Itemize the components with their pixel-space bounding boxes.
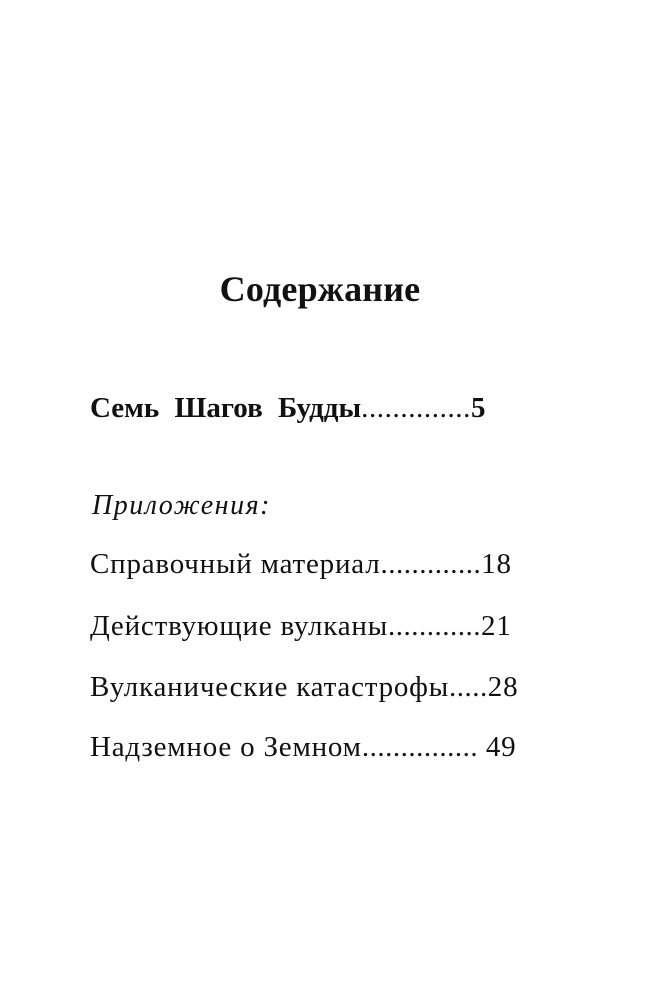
toc-entry xyxy=(90,548,512,581)
toc-entry-page: 18 xyxy=(481,548,512,580)
toc-entry-title: Надземное о Земном xyxy=(90,731,362,763)
toc-entry xyxy=(90,671,518,704)
appendix-label: Приложения: xyxy=(92,490,271,521)
toc-main-entry-leader: .............. xyxy=(361,392,472,424)
toc-entry xyxy=(90,731,516,764)
toc-entry-leader: ............ xyxy=(388,610,482,642)
toc-entry-title: Справочный материал xyxy=(90,548,381,580)
toc-entry-leader: ............... xyxy=(361,731,486,763)
toc-main-entry-page: 5 xyxy=(471,392,486,424)
toc-main-entry-title: Семь Шагов Будды xyxy=(90,392,362,424)
toc-entry-page: 21 xyxy=(481,610,512,642)
toc-entry-leader: ..... xyxy=(449,671,488,703)
toc-entry-page: 28 xyxy=(487,671,519,703)
toc-entry-title: Вулканические катастрофы xyxy=(90,671,450,703)
toc-entry-page: 49 xyxy=(485,731,517,763)
toc-main-entry xyxy=(90,392,486,425)
toc-entry-leader: ............. xyxy=(380,548,482,580)
toc-entry-title: Действующие вулканы xyxy=(90,610,389,642)
toc-entry xyxy=(90,610,512,643)
page-title: Содержание xyxy=(219,269,421,309)
